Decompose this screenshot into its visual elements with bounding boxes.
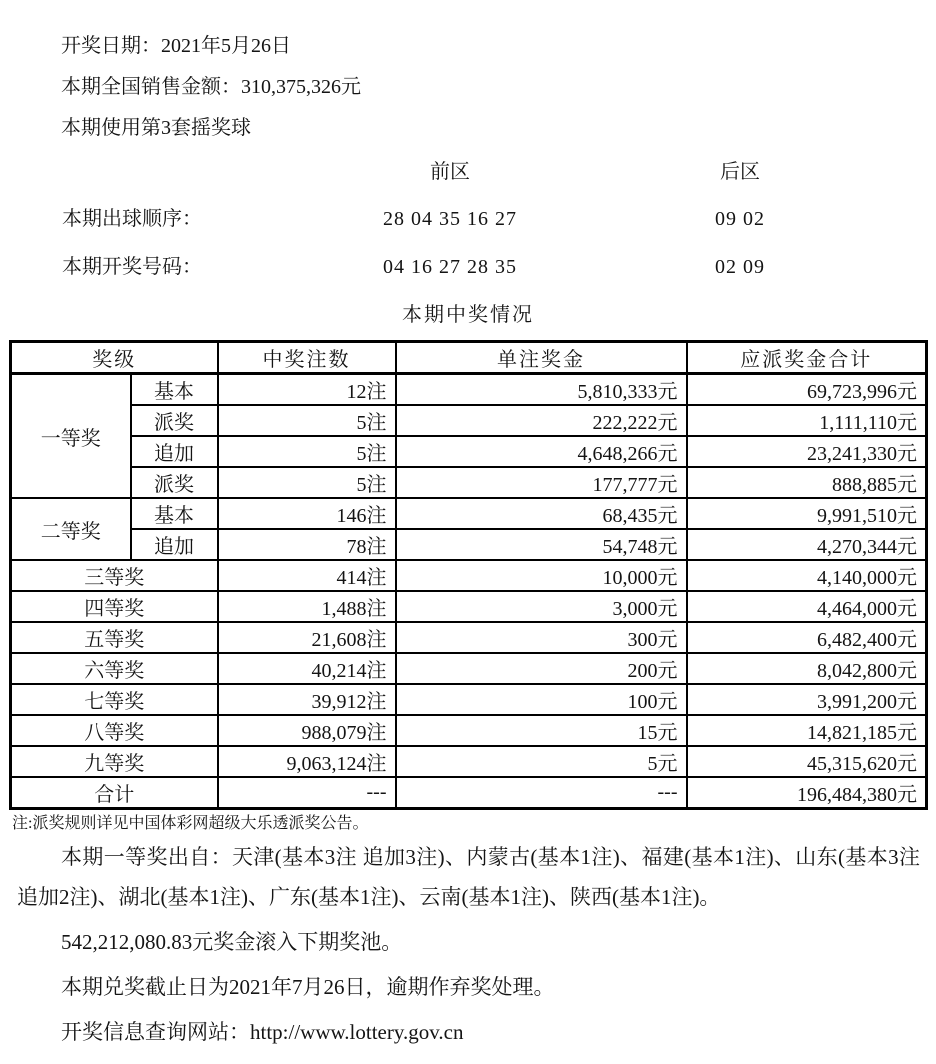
grade-label-cell: 八等奖: [11, 715, 218, 746]
table-row: [11, 436, 927, 467]
draw-order-label: 本期出球顺序：: [62, 208, 202, 230]
single-prize-cell: 300元: [396, 622, 687, 653]
total-prize-cell: 23,241,330元: [687, 436, 927, 467]
grade1-label-cell: 一等奖: [11, 374, 131, 499]
table-row: [11, 746, 927, 777]
subtype-cell: 基本: [131, 498, 218, 529]
footer-paragraphs: [17, 837, 920, 1052]
back-zone-label: 后区: [720, 161, 760, 183]
table-row: [11, 622, 927, 653]
grade2-label-cell: 二等奖: [11, 498, 131, 560]
table-row: [11, 715, 927, 746]
subtype-cell: 派奖: [131, 467, 218, 498]
subtype-cell: 派奖: [131, 405, 218, 436]
count-cell: 146注: [218, 498, 396, 529]
count-cell: 5注: [218, 467, 396, 498]
table-row: [11, 374, 927, 406]
subtype-cell: 基本: [131, 374, 218, 406]
count-cell: 988,079注: [218, 715, 396, 746]
total-prize-cell: 69,723,996元: [687, 374, 927, 406]
single-prize-cell: 68,435元: [396, 498, 687, 529]
count-cell: 9,063,124注: [218, 746, 396, 777]
total-prize-cell: 14,821,185元: [687, 715, 927, 746]
total-label-cell: 合计: [11, 777, 218, 809]
total-prize-cell: 888,885元: [687, 467, 927, 498]
grade-label-cell: 六等奖: [11, 653, 218, 684]
first-prize-provinces-paragraph: 本期一等奖出自：天津(基本3注 追加3注)、内蒙古(基本1注)、福建(基本1注)、山东(基本3注 追加2注)、湖北(基本1注)、广东(基本1注)、云南(基本1注)、陕西(基本1注)。: [17, 845, 920, 909]
total-prize-cell: 3,991,200元: [687, 684, 927, 715]
draw-date-line: 开奖日期：2021年5月26日: [61, 35, 291, 57]
count-cell: ---: [218, 777, 396, 809]
zone-gap: [600, 195, 660, 243]
grade-label-cell: 五等奖: [11, 622, 218, 653]
table-row: [11, 684, 927, 715]
zone-labels-spacer: [0, 149, 300, 195]
claim-deadline-paragraph: 本期兑奖截止日为2021年7月26日，逾期作弃奖处理。: [61, 975, 555, 999]
header-single-cell: 单注奖金: [396, 342, 687, 374]
single-prize-cell: 10,000元: [396, 560, 687, 591]
lottery-website-paragraph: 开奖信息查询网站：http://www.lottery.gov.cn: [61, 1020, 464, 1044]
single-prize-cell: ---: [396, 777, 687, 809]
header-total-cell: 应派奖金合计: [687, 342, 927, 374]
total-prize-cell: 1,111,110元: [687, 405, 927, 436]
zone-labels-row: [0, 149, 936, 195]
table-row: [11, 591, 927, 622]
table-header-row: [11, 342, 927, 374]
draw-order-back-numbers: 09 02: [715, 208, 765, 230]
winning-numbers-front: 04 16 27 28 35: [383, 256, 517, 278]
prize-table: [9, 340, 928, 810]
table-row: [11, 653, 927, 684]
grade-label-cell: 三等奖: [11, 560, 218, 591]
table-total-row: [11, 777, 927, 809]
ball-set-line: 本期使用第3套摇奖球: [61, 117, 251, 139]
top-meta-section: [0, 0, 936, 149]
single-prize-cell: 5元: [396, 746, 687, 777]
draw-order-front-numbers: 28 04 35 16 27: [383, 208, 517, 230]
total-prize-cell: 4,140,000元: [687, 560, 927, 591]
prize-table-title: 本期中奖情况: [402, 304, 534, 326]
single-prize-cell: 3,000元: [396, 591, 687, 622]
table-row: [11, 529, 927, 560]
single-prize-cell: 222,222元: [396, 405, 687, 436]
total-prize-cell: 196,484,380元: [687, 777, 927, 809]
zone-gap: [600, 243, 660, 291]
subtype-cell: 追加: [131, 529, 218, 560]
grade-label-cell: 九等奖: [11, 746, 218, 777]
single-prize-cell: 200元: [396, 653, 687, 684]
total-prize-cell: 8,042,800元: [687, 653, 927, 684]
count-cell: 12注: [218, 374, 396, 406]
count-cell: 78注: [218, 529, 396, 560]
table-row: [11, 498, 927, 529]
table-row: [11, 467, 927, 498]
single-prize-cell: 177,777元: [396, 467, 687, 498]
table-row: [11, 405, 927, 436]
subtype-cell: 追加: [131, 436, 218, 467]
count-cell: 40,214注: [218, 653, 396, 684]
count-cell: 39,912注: [218, 684, 396, 715]
single-prize-cell: 15元: [396, 715, 687, 746]
jackpot-rollover-paragraph: 542,212,080.83元奖金滚入下期奖池。: [61, 930, 403, 954]
count-cell: 21,608注: [218, 622, 396, 653]
total-prize-cell: 4,270,344元: [687, 529, 927, 560]
single-prize-cell: 4,648,266元: [396, 436, 687, 467]
total-prize-cell: 4,464,000元: [687, 591, 927, 622]
single-prize-cell: 5,810,333元: [396, 374, 687, 406]
winning-numbers-label: 本期开奖号码：: [62, 256, 202, 278]
grade-label-cell: 七等奖: [11, 684, 218, 715]
header-grade-cell: 奖级: [11, 342, 218, 374]
table-row: [11, 560, 927, 591]
header-count-cell: 中奖注数: [218, 342, 396, 374]
single-prize-cell: 54,748元: [396, 529, 687, 560]
count-cell: 414注: [218, 560, 396, 591]
total-prize-cell: 6,482,400元: [687, 622, 927, 653]
winning-numbers-row: [0, 243, 936, 291]
winning-numbers-back: 02 09: [715, 256, 765, 278]
total-prize-cell: 9,991,510元: [687, 498, 927, 529]
single-prize-cell: 100元: [396, 684, 687, 715]
front-zone-label: 前区: [430, 161, 470, 183]
total-prize-cell: 45,315,620元: [687, 746, 927, 777]
count-cell: 5注: [218, 405, 396, 436]
sales-amount-line: 本期全国销售金额：310,375,326元: [61, 76, 361, 98]
grade-label-cell: 四等奖: [11, 591, 218, 622]
draw-order-row: [0, 195, 936, 243]
count-cell: 5注: [218, 436, 396, 467]
zone-gap: [600, 149, 660, 195]
table-footnote: 注:派奖规则详见中国体彩网超级大乐透派奖公告。: [12, 815, 369, 832]
count-cell: 1,488注: [218, 591, 396, 622]
